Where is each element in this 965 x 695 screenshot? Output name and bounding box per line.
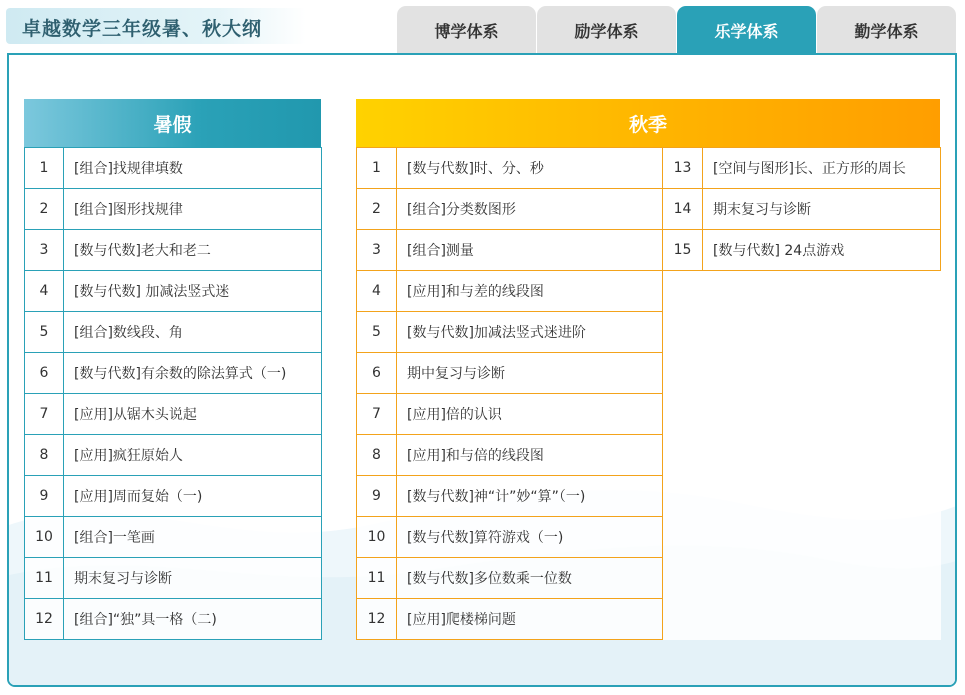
- table-row: [25, 312, 322, 353]
- tab-boxue[interactable]: 博学体系: [397, 6, 536, 54]
- empty-cell: [663, 353, 703, 394]
- tab-lixue[interactable]: 励学体系: [537, 6, 676, 54]
- lesson-number: 5: [357, 312, 397, 353]
- table-row: [357, 558, 941, 599]
- table-row: [25, 558, 322, 599]
- empty-cell: [703, 476, 941, 517]
- empty-cell: [663, 394, 703, 435]
- table-row: [25, 148, 322, 189]
- lesson-number: 7: [357, 394, 397, 435]
- lesson-number: 3: [25, 230, 64, 271]
- lesson-number: 4: [357, 271, 397, 312]
- lesson-title: [应用]和与差的线段图: [397, 271, 663, 312]
- table-row: [25, 353, 322, 394]
- table-row: [25, 435, 322, 476]
- empty-cell: [663, 271, 703, 312]
- lesson-number: 1: [25, 148, 64, 189]
- lesson-title: [组合]测量: [397, 230, 663, 271]
- lesson-number: 8: [25, 435, 64, 476]
- table-row: [357, 476, 941, 517]
- lesson-title: [应用]爬楼梯问题: [397, 599, 663, 640]
- summer-card: [24, 99, 321, 640]
- empty-cell: [703, 271, 941, 312]
- content-panel: [7, 53, 957, 687]
- lesson-title: [空间与图形]长、正方形的周长: [703, 148, 941, 189]
- empty-cell: [703, 517, 941, 558]
- empty-cell: [703, 312, 941, 353]
- empty-cell: [663, 558, 703, 599]
- lesson-number: 1: [357, 148, 397, 189]
- lesson-number: 7: [25, 394, 64, 435]
- table-row: [357, 312, 941, 353]
- lesson-title: [应用]倍的认识: [397, 394, 663, 435]
- lesson-number: 5: [25, 312, 64, 353]
- table-row: [357, 271, 941, 312]
- lesson-number: 15: [663, 230, 703, 271]
- empty-cell: [663, 517, 703, 558]
- lesson-title: [组合]分类数图形: [397, 189, 663, 230]
- lesson-title: [组合]数线段、角: [64, 312, 322, 353]
- lesson-number: 3: [357, 230, 397, 271]
- lesson-number: 10: [357, 517, 397, 558]
- empty-cell: [703, 394, 941, 435]
- table-row: [357, 435, 941, 476]
- lesson-title: [数与代数] 加减法竖式迷: [64, 271, 322, 312]
- tab-qinxue[interactable]: 勤学体系: [817, 6, 956, 54]
- lesson-number: 6: [25, 353, 64, 394]
- tab-lexue[interactable]: 乐学体系: [677, 6, 816, 54]
- lesson-number: 8: [357, 435, 397, 476]
- lesson-title: [数与代数]老大和老二: [64, 230, 322, 271]
- lesson-title: [数与代数]时、分、秒: [397, 148, 663, 189]
- table-row: [25, 189, 322, 230]
- lesson-title: [组合]图形找规律: [64, 189, 322, 230]
- lesson-title: [应用]周而复始（一): [64, 476, 322, 517]
- table-row: [25, 517, 322, 558]
- lesson-number: 12: [357, 599, 397, 640]
- lesson-title: [应用]从锯木头说起: [64, 394, 322, 435]
- table-row: [357, 148, 941, 189]
- lesson-number: 4: [25, 271, 64, 312]
- lesson-number: 11: [357, 558, 397, 599]
- lesson-number: 13: [663, 148, 703, 189]
- lesson-title: [组合]一笔画: [64, 517, 322, 558]
- empty-cell: [663, 599, 703, 640]
- table-row: [25, 476, 322, 517]
- lesson-title: [数与代数]多位数乘一位数: [397, 558, 663, 599]
- lesson-title: 期末复习与诊断: [64, 558, 322, 599]
- empty-cell: [663, 435, 703, 476]
- lesson-title: [应用]疯狂原始人: [64, 435, 322, 476]
- table-row: [357, 353, 941, 394]
- lesson-title: [数与代数] 24点游戏: [703, 230, 941, 271]
- lesson-title: 期中复习与诊断: [397, 353, 663, 394]
- empty-cell: [703, 435, 941, 476]
- lesson-number: 11: [25, 558, 64, 599]
- lesson-title: [数与代数]算符游戏（一): [397, 517, 663, 558]
- table-row: [357, 517, 941, 558]
- summer-heading: 暑假: [24, 99, 321, 147]
- lesson-title: [数与代数]神“计”妙“算”（一): [397, 476, 663, 517]
- table-row: [25, 599, 322, 640]
- lesson-title: [应用]和与倍的线段图: [397, 435, 663, 476]
- empty-cell: [663, 476, 703, 517]
- table-row: [357, 230, 941, 271]
- lesson-number: 9: [25, 476, 64, 517]
- lesson-number: 9: [357, 476, 397, 517]
- table-row: [357, 394, 941, 435]
- lesson-number: 12: [25, 599, 64, 640]
- summer-table: [24, 147, 322, 640]
- empty-cell: [703, 558, 941, 599]
- autumn-heading: 秋季: [356, 99, 940, 147]
- lesson-number: 14: [663, 189, 703, 230]
- lesson-number: 2: [25, 189, 64, 230]
- empty-cell: [703, 599, 941, 640]
- lesson-number: 2: [357, 189, 397, 230]
- autumn-card: [356, 99, 940, 640]
- page-title: 卓越数学三年级暑、秋大纲: [22, 18, 263, 40]
- lesson-title: [组合]“独”具一格（二): [64, 599, 322, 640]
- lesson-number: 10: [25, 517, 64, 558]
- lesson-title: 期末复习与诊断: [703, 189, 941, 230]
- empty-cell: [703, 353, 941, 394]
- table-row: [357, 189, 941, 230]
- lesson-title: [数与代数]加减法竖式迷进阶: [397, 312, 663, 353]
- lesson-number: 6: [357, 353, 397, 394]
- table-row: [25, 230, 322, 271]
- autumn-table: [356, 147, 941, 640]
- table-row: [357, 599, 941, 640]
- lesson-title: [组合]找规律填数: [64, 148, 322, 189]
- lesson-title: [数与代数]有余数的除法算式（一): [64, 353, 322, 394]
- table-row: [25, 394, 322, 435]
- table-row: [25, 271, 322, 312]
- empty-cell: [663, 312, 703, 353]
